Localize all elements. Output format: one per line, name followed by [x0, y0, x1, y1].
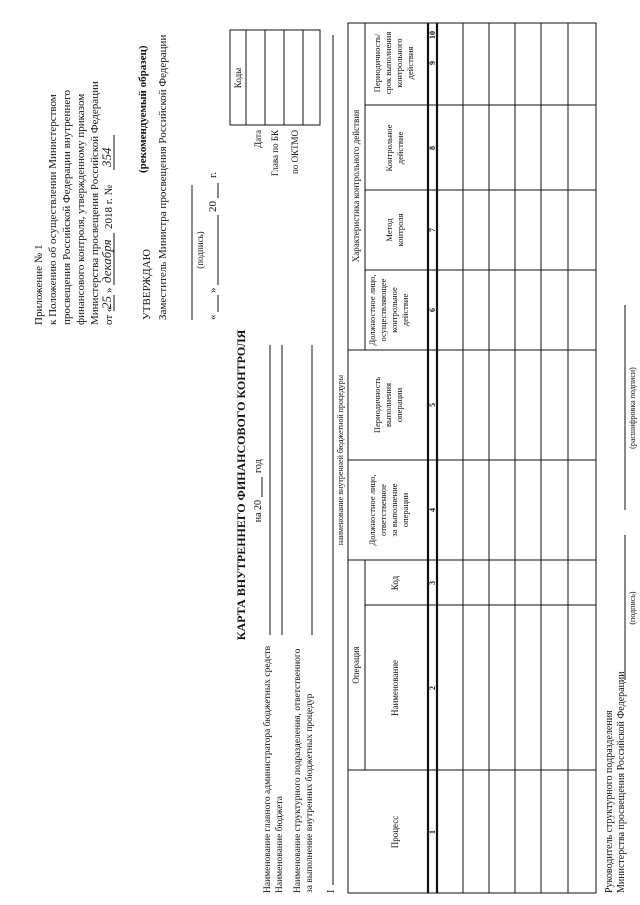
svg-text:операции: операции: [394, 387, 404, 423]
field-unit-label-2: за выполнение внутренних бюджетных процедур: [305, 693, 315, 893]
approval-date-open: «: [207, 314, 219, 320]
title-year: [253, 459, 264, 522]
col-number: 5: [428, 403, 437, 407]
appendix-line-5: Министерства просвещения Российской Федерации: [89, 81, 101, 325]
svg-text:срок выполнения: срок выполнения: [383, 31, 393, 95]
codes-row-date: Дата: [253, 130, 263, 148]
col-number: 1: [428, 830, 437, 834]
sample-note: (рекомендуемый образец): [137, 45, 149, 173]
rotated-content: [33, 23, 637, 893]
svg-text:осуществляющее: осуществляющее: [378, 278, 388, 342]
col-number: 7: [428, 228, 437, 232]
appendix-line-2: к Положению об осуществлении Министерством: [47, 94, 59, 325]
codes-box: [230, 30, 320, 176]
svg-text:Периодичность: Периодичность: [372, 376, 382, 434]
col-operation-group: Операция: [351, 646, 361, 684]
col-number: 2: [428, 686, 437, 690]
col-method: [384, 213, 405, 246]
svg-text:Метод: Метод: [384, 218, 394, 242]
col-number: 6: [428, 308, 437, 312]
approval-date-suffix: г.: [207, 171, 219, 178]
handwritten-month: декабря: [99, 239, 114, 283]
codes-frame: [230, 30, 320, 125]
appendix-line-4: финансового контроля, утвержденному приказом: [75, 93, 87, 325]
col-responsible: [367, 474, 410, 545]
svg-text:контроля: контроля: [395, 213, 405, 247]
svg-text:Периодичность/: Периодичность/: [372, 33, 382, 93]
svg-text:за выполнение: за выполнение: [389, 483, 399, 537]
col-number: 8: [428, 146, 437, 150]
svg-text:действия: действия: [405, 46, 415, 80]
col-periodicity: [372, 377, 404, 433]
col-process: Процесс: [390, 815, 400, 849]
col-control-action: [384, 124, 405, 171]
svg-text:выполнения: выполнения: [383, 383, 393, 427]
title-year-suffix: год: [253, 459, 264, 473]
approval-position: Заместитель Министра просвещения Российской Федерации: [157, 34, 169, 320]
handwritten-number: 354: [99, 147, 114, 167]
appendix-line-1: Приложение № 1: [33, 244, 45, 325]
approval-title: УТВЕРЖДАЮ: [141, 249, 153, 320]
title-year-prefix: на 20: [253, 500, 264, 523]
section-mark: I: [326, 889, 337, 893]
svg-text:контрольное: контрольное: [389, 287, 399, 333]
svg-text:Должностное лицо,: Должностное лицо,: [367, 474, 377, 546]
col-controller: [367, 274, 410, 345]
col-number: 3: [428, 581, 437, 585]
document-title: КАРТА ВНУТРЕННЕГО ФИНАНСОВОГО КОНТРОЛЯ: [234, 329, 248, 641]
handwritten-day: 25: [99, 296, 114, 309]
appendix-block: [33, 45, 149, 325]
column-numbers: [428, 31, 437, 834]
approval-date-year: 20: [207, 201, 219, 212]
footer-line-1: Руководитель структурного подразделения: [604, 710, 615, 893]
field-unit-label-1: Наименование структурного подразделения, ответственного: [293, 648, 303, 893]
col-characteristics-group: Характеристика контрольного действия: [351, 109, 361, 263]
svg-text:действие: действие: [395, 131, 405, 165]
svg-text:Должностное лицо,: Должностное лицо,: [367, 274, 377, 346]
codes-row-oktmo: по ОКТМО: [290, 130, 300, 174]
appendix-line-3: просвещения Российской Федерации внутреннего: [61, 90, 73, 325]
svg-text:контрольного: контрольного: [394, 38, 404, 88]
svg-text:операции: операции: [400, 492, 410, 528]
field-budget-label: Наименование бюджета: [275, 796, 285, 893]
col-number: 10: [428, 31, 437, 39]
col-op-name: Наименование: [390, 659, 400, 717]
approval-block: [141, 35, 219, 320]
footer-signature-caption: (подпись): [628, 591, 637, 625]
footer-block: [604, 305, 637, 893]
procedure-caption: наименование внутренней бюджетной процедуры: [336, 374, 345, 546]
approval-signature-caption: (подпись): [195, 231, 205, 269]
codes-row-bk: Глава по БК: [270, 130, 280, 177]
codes-header: Коды: [233, 67, 243, 89]
control-table: [348, 23, 596, 893]
svg-text:действие: действие: [400, 293, 410, 327]
col-op-code: Код: [390, 575, 400, 591]
svg-text:ответственное: ответственное: [378, 484, 388, 536]
appendix-date-line: [99, 135, 115, 325]
col-number: 9: [428, 61, 437, 65]
footer-line-2: Министерства просвещения Российской Федерации: [616, 671, 627, 893]
field-admin-label: Наименование главного администратора бюджетных средств: [263, 645, 273, 893]
approval-date-close: »: [207, 287, 219, 293]
date-year: 2018 г. №: [103, 184, 115, 229]
svg-text:Контрольное: Контрольное: [384, 124, 394, 172]
col-number: 4: [428, 508, 437, 512]
col-period-control: [372, 32, 415, 95]
date-prefix: от «: [103, 306, 115, 325]
footer-decoding-caption: (расшифровка подписи): [628, 367, 637, 449]
date-mid: »: [103, 287, 115, 293]
